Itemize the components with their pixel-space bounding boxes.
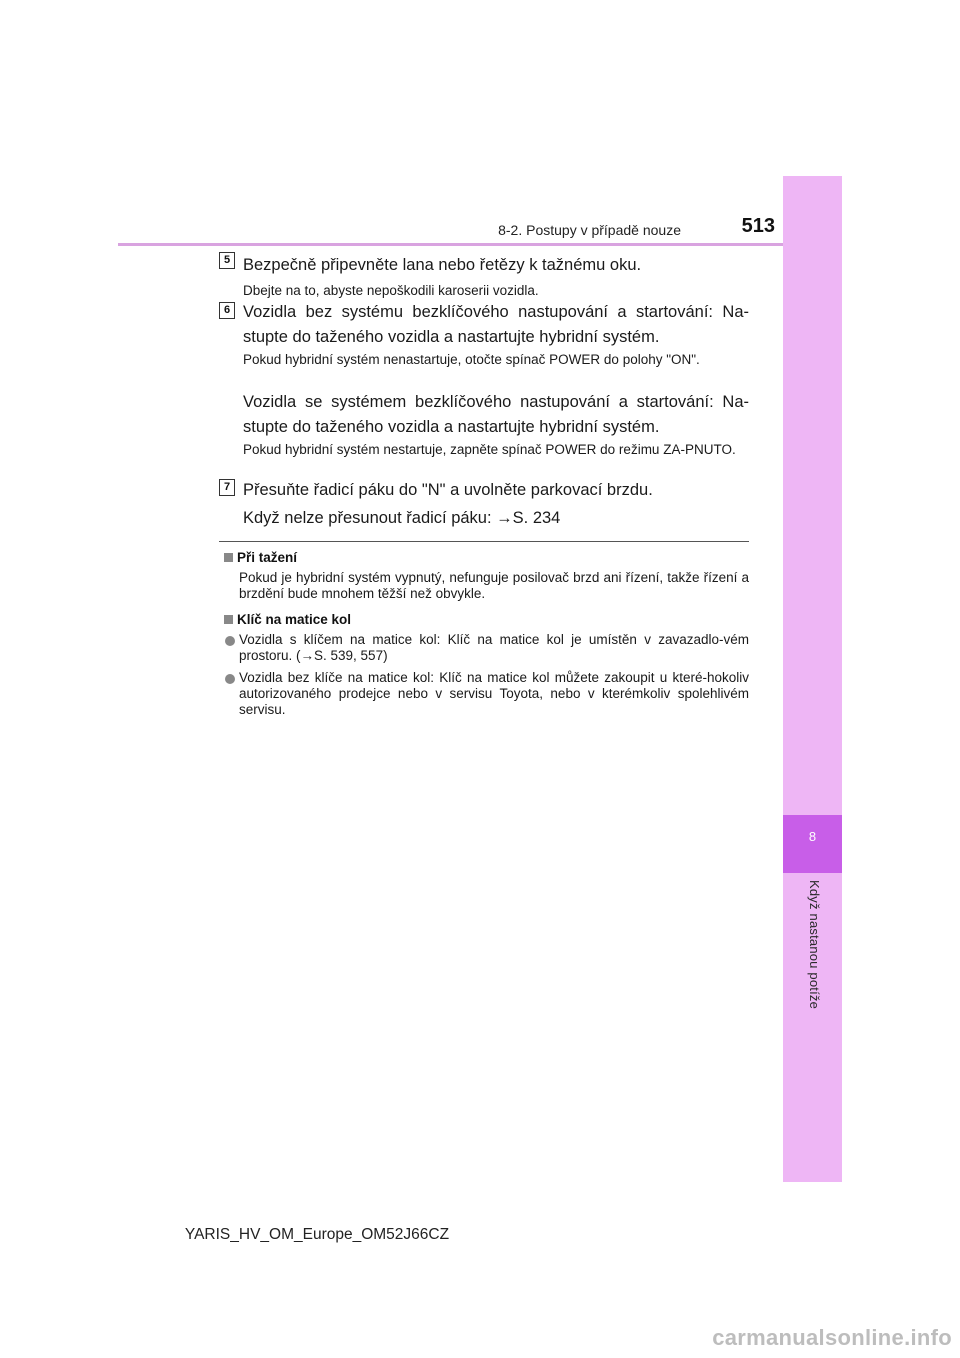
wheel-key-bullet-1: Vozidla s klíčem na matice kol: Klíč na matice kol je umístěn v zavazadlo-vém prostoru. (→S. 539, 557) bbox=[239, 632, 749, 663]
section-divider bbox=[219, 541, 749, 542]
step-number-6: 6 bbox=[219, 302, 235, 319]
square-bullet-icon bbox=[224, 553, 233, 562]
wheel-key-heading-text: Klíč na matice kol bbox=[237, 612, 352, 627]
chapter-side-tab bbox=[783, 176, 842, 1182]
step-6-text: Vozidla bez systému bezklíčového nastupování a startování: Na-stupte do taženého vozidla a nastartujte hybridní systém. bbox=[243, 303, 749, 346]
towing-heading-text: Při tažení bbox=[237, 550, 298, 565]
document-code: YARIS_HV_OM_Europe_OM52J66CZ bbox=[184, 1226, 450, 1243]
step-7-reference[interactable]: Když nelze přesunout řadicí páku: →S. 234 bbox=[243, 509, 561, 527]
step-number-5: 5 bbox=[219, 252, 235, 269]
section-title: 8-2. Postupy v případě nouze bbox=[498, 222, 681, 238]
step-7-text: Přesuňte řadicí páku do "N" a uvolněte parkovací brzdu. bbox=[243, 481, 653, 499]
bullet-dot-icon bbox=[225, 674, 235, 684]
bullet-dot-icon bbox=[225, 636, 235, 646]
towing-heading bbox=[224, 550, 297, 565]
chapter-number: 8 bbox=[808, 829, 817, 844]
chapter-tab-active[interactable] bbox=[783, 815, 842, 873]
page-number: 513 bbox=[741, 215, 775, 237]
step-5-note: Dbejte na to, abyste nepoškodili karoserii vozidla. bbox=[243, 283, 539, 298]
step-5-text: Bezpečně připevněte lana nebo řetězy k tažnému oku. bbox=[243, 256, 642, 274]
step-6-text-keyless: Vozidla se systémem bezklíčového nastupování a startování: Na-stupte do taženého vozidla a nastartujte hybridní systém. bbox=[243, 393, 749, 436]
square-bullet-icon bbox=[224, 615, 233, 624]
wheel-key-bullet-2: Vozidla bez klíče na matice kol: Klíč na matice kol můžete zakoupit u které-hokoliv autorizovaného prodejce nebo v servisu Toyota, nebo v kterémkoliv spolehlivém servisu. bbox=[239, 670, 749, 717]
towing-text: Pokud je hybridní systém vypnutý, nefunguje posilovač brzd ani řízení, takže řízení a brzdění bude mnohem těžší než obvykle. bbox=[239, 570, 749, 601]
step-number-7: 7 bbox=[219, 479, 235, 496]
chapter-label: Když nastanou potíže bbox=[807, 880, 822, 1010]
header-divider bbox=[118, 243, 842, 246]
step-6-note: Pokud hybridní systém nenastartuje, otočte spínač POWER do polohy "ON". bbox=[243, 352, 700, 367]
watermark: carmanualsonline.info bbox=[712, 1325, 952, 1350]
step-6-note-keyless: Pokud hybridní systém nestartuje, zapněte spínač POWER do režimu ZA-PNUTO. bbox=[243, 442, 736, 457]
wheel-key-heading bbox=[224, 612, 351, 627]
